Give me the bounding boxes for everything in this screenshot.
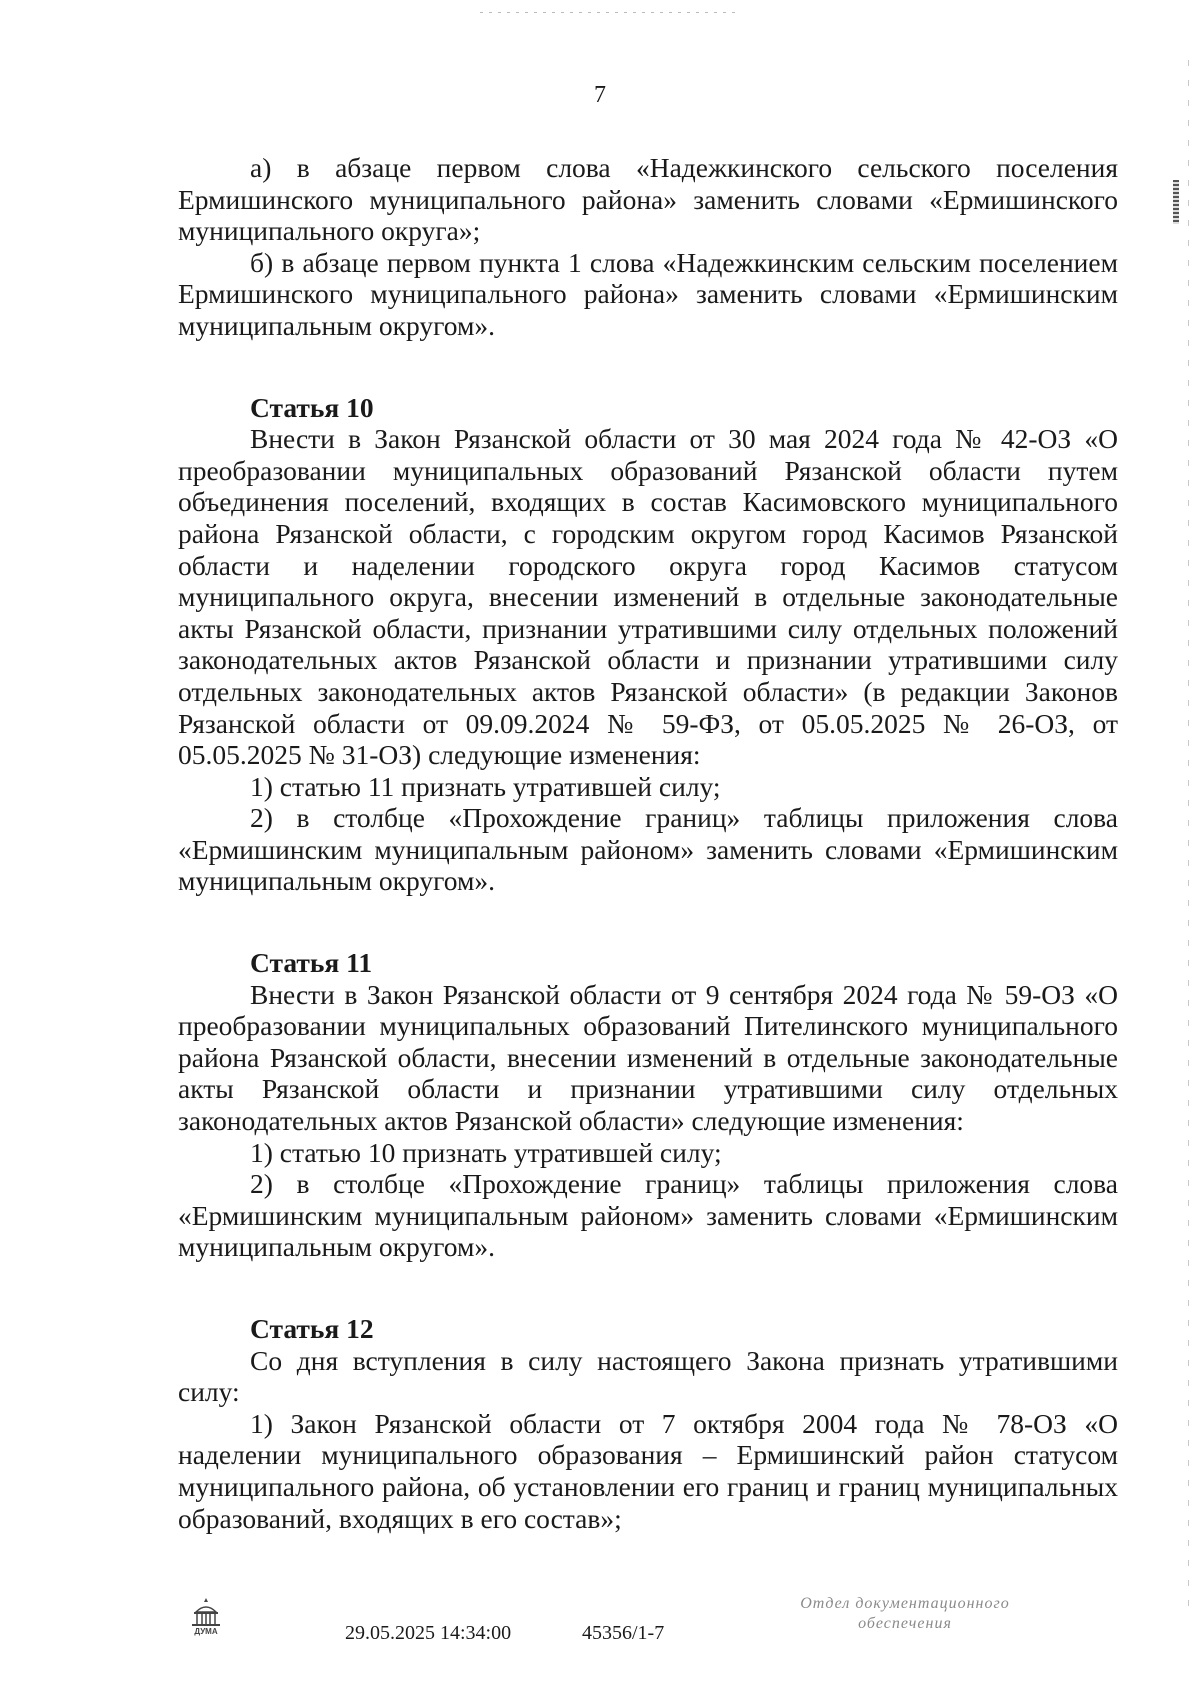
scan-noise-top — [480, 12, 740, 13]
article-11-item-1: 1) статью 10 признать утратившей силу; — [250, 1136, 722, 1168]
document-body — [178, 152, 1118, 1534]
article-10-item-2: 2) в столбце «Прохождение границ» таблицы приложения слова «Ермишинским муниципальным районом» заменить словами «Ермишинским муниципальным округом». — [178, 802, 1118, 897]
logo-text: ДУМА — [194, 1627, 218, 1636]
page-number: 7 — [594, 82, 606, 108]
stamp-line-2: обеспечения — [858, 1615, 952, 1632]
scan-margin-mark — [1173, 180, 1179, 224]
duma-logo-icon — [184, 1594, 228, 1638]
article-11-body: Внести в Закон Рязанской области от 9 сентября 2024 года № 59-ОЗ «О преобразовании муниципальных образований Пителинского муниципального района Рязанской области, внесении изменений в отдельные законодательные акты Рязанской области и признании утратившими силу отдельных законодательных актов Рязанской области» следующие изменения: — [178, 978, 1118, 1137]
footer-department-stamp — [740, 1594, 1070, 1634]
article-12-item-1: 1) Закон Рязанской области от 7 октября 2004 года № 78-ОЗ «О наделении муниципального образования – Ермишинский район статусом муниципального района, об установлении его границ и границ муниципальных образований, входящих в его состав»; — [178, 1407, 1118, 1534]
article-11-item-2: 2) в столбце «Прохождение границ» таблицы приложения слова «Ермишинским муниципальным районом» заменить словами «Ермишинским муниципальным округом». — [178, 1168, 1118, 1263]
article-11-heading: Статья 11 — [250, 947, 373, 979]
stamp-line-1: Отдел документационного — [800, 1595, 1010, 1612]
scan-margin-line — [1188, 60, 1189, 1620]
article-10-item-1: 1) статью 11 признать утратившей силу; — [250, 770, 721, 802]
footer-datetime: 29.05.2025 14:34:00 — [345, 1622, 512, 1644]
article-12-heading: Статья 12 — [250, 1313, 374, 1344]
paragraph-b: б) в абзаце первом пункта 1 слова «Надежкинским сельским поселением Ермишинского муниципального района» заменить словами «Ермишинским муниципальным округом». — [178, 246, 1118, 341]
article-12-body: Со дня вступления в силу настоящего Закона признать утратившими силу: — [178, 1344, 1118, 1408]
article-10-heading: Статья 10 — [250, 391, 374, 423]
footer-doc-code: 45356/1-7 — [582, 1622, 665, 1644]
paragraph-a: а) в абзаце первом слова «Надежкинского сельского поселения Ермишинского муниципального района» заменить словами «Ермишинского муниципального округа»; — [178, 152, 1118, 247]
article-10-body: Внести в Закон Рязанской области от 30 мая 2024 года № 42-ОЗ «О преобразовании муниципальных образований Рязанской области путем объединения поселений, входящих в состав Касимовского муниципального района Рязанской области, с городским округом город Касимов Рязанской области и наделении городского округа город Касимов статусом муниципального округа, внесении изменений в отдельные законодательные акты Рязанской области, признании утратившими силу отдельных положений законодательных актов Рязанской области и признании утратившими силу отдельных законодательных актов Рязанской области» (в редакции Законов Рязанской области от 09.09.2024 № 59-ФЗ, от 05.05.2025 № 26-ОЗ, от 05.05.2025 № 31-ОЗ) следующие изменения: — [178, 423, 1118, 771]
